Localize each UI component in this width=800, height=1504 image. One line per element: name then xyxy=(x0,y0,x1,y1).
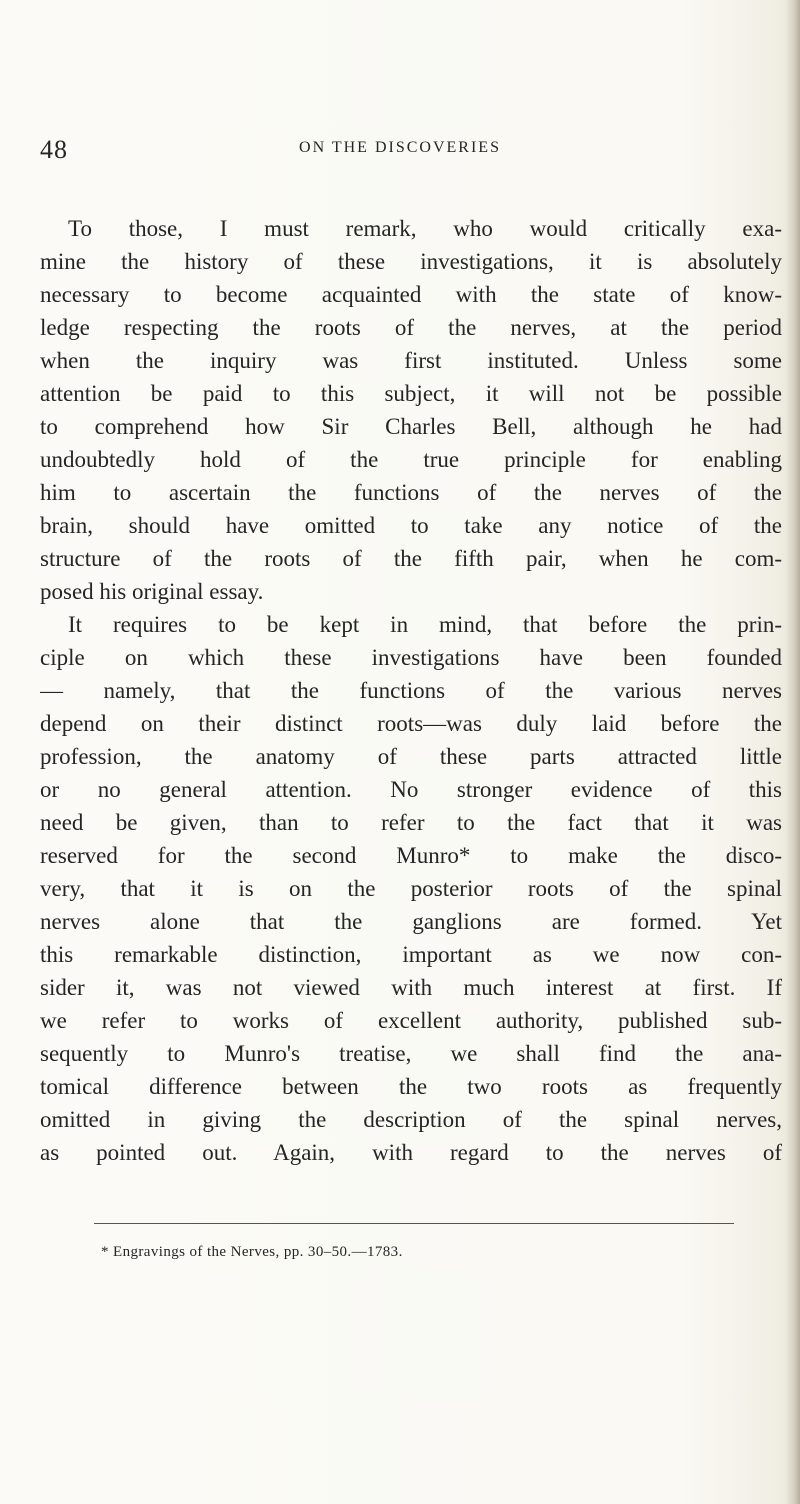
text-line: — namely, that the functions of the various nerves xyxy=(40,678,782,703)
text-line: It requires to be kept in mind, that before the prin- xyxy=(68,612,782,637)
text-line: mine the history of these investigations, it is absolutely xyxy=(40,249,782,274)
text-line: sequently to Munro's treatise, we shall find the ana- xyxy=(40,1041,782,1066)
text-line: nerves alone that the ganglions are formed. Yet xyxy=(40,909,782,934)
text-line: sider it, was not viewed with much interest at first. If xyxy=(40,975,782,1000)
text-line: him to ascertain the functions of the nerves of the xyxy=(40,480,782,505)
text-line: profession, the anatomy of these parts attracted little xyxy=(40,744,782,769)
footnote-rule xyxy=(94,1223,734,1224)
text-line: To those, I must remark, who would critically exa- xyxy=(68,216,782,241)
text-line: posed his original essay. xyxy=(40,579,264,604)
text-line: tomical difference between the two roots as frequently xyxy=(40,1074,782,1099)
text-line: undoubtedly hold of the true principle for enabling xyxy=(40,447,782,472)
text-line: reserved for the second Munro* to make the disco- xyxy=(40,843,782,868)
footnote: * Engravings of the Nerves, pp. 30–50.—1783. xyxy=(101,1244,403,1260)
text-line: ciple on which these investigations have been founded xyxy=(40,645,782,670)
text-line: structure of the roots of the fifth pair, when he com- xyxy=(40,546,782,571)
text-line: or no general attention. No stronger evidence of this xyxy=(40,777,782,802)
text-line: depend on their distinct roots—was duly laid before the xyxy=(40,711,782,736)
text-line: we refer to works of excellent authority, published sub- xyxy=(40,1008,782,1033)
text-line: as pointed out. Again, with regard to the nerves of xyxy=(40,1140,782,1165)
text-line: attention be paid to this subject, it will not be possible xyxy=(40,381,782,406)
running-head: ON THE DISCOVERIES xyxy=(299,139,501,156)
text-line: this remarkable distinction, important as we now con- xyxy=(40,942,782,967)
text-line: to comprehend how Sir Charles Bell, although he had xyxy=(40,414,782,439)
page-number: 48 xyxy=(40,135,68,164)
text-line: when the inquiry was first instituted. Unless some xyxy=(40,348,782,373)
text-line: ledge respecting the roots of the nerves, at the period xyxy=(40,315,782,340)
text-line: omitted in giving the description of the spinal nerves, xyxy=(40,1107,782,1132)
text-line: very, that it is on the posterior roots of the spinal xyxy=(40,876,782,901)
body-text xyxy=(40,212,782,1169)
text-line: brain, should have omitted to take any notice of the xyxy=(40,513,782,538)
text-line: necessary to become acquainted with the state of know- xyxy=(40,282,782,307)
page-edge-shadow xyxy=(786,0,800,1504)
text-line: need be given, than to refer to the fact that it was xyxy=(40,810,782,835)
